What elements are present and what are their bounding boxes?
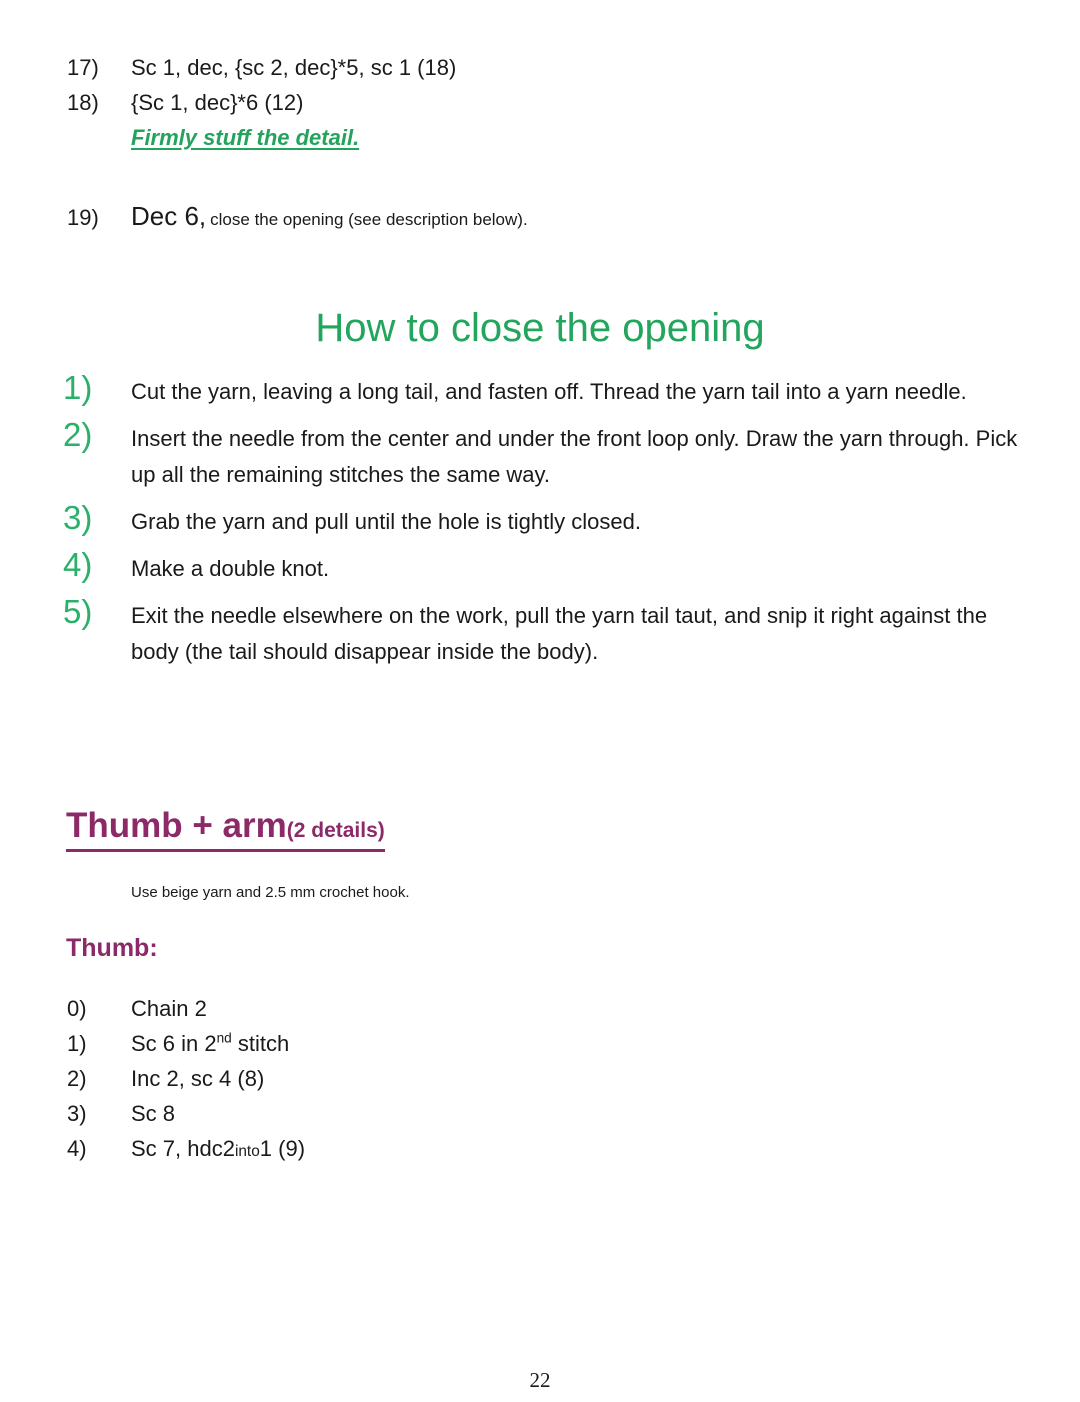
instruction-row bbox=[67, 1068, 767, 1090]
step-number: 4) bbox=[63, 546, 93, 583]
top-instruction-list bbox=[67, 57, 1017, 149]
instruction-text bbox=[131, 1138, 305, 1160]
instruction-emphasis: Dec 6, bbox=[131, 201, 207, 231]
step-text: Exit the needle elsewhere on the work, pull the yarn tail taut, and snip it right against the body (the tail should disappear inside the body). bbox=[131, 603, 988, 664]
part-heading-main: Thumb + arm bbox=[66, 806, 287, 845]
instruction-row bbox=[67, 92, 1017, 114]
closing-step bbox=[63, 546, 1018, 587]
instruction-number: 1) bbox=[67, 1031, 87, 1056]
instruction-text-after: stitch bbox=[231, 1031, 290, 1056]
step-number: 2) bbox=[63, 416, 93, 453]
instruction-text: Sc 8 bbox=[131, 1101, 176, 1126]
step-text: Cut the yarn, leaving a long tail, and fasten off. Thread the yarn tail into a yarn needle. bbox=[131, 379, 967, 404]
instruction-number: 19) bbox=[67, 205, 99, 230]
instruction-text: Inc 2, sc 4 (8) bbox=[131, 1066, 265, 1091]
instruction-number: 0) bbox=[67, 996, 87, 1021]
instruction-text: Chain 2 bbox=[131, 996, 207, 1021]
instruction-row bbox=[67, 1103, 767, 1125]
instruction-number: 18) bbox=[67, 90, 99, 115]
page-number: 22 bbox=[529, 1368, 551, 1392]
ordinal-suffix: nd bbox=[216, 1030, 232, 1046]
part-heading-sub: (2 details) bbox=[286, 819, 385, 842]
instruction-text: close the opening (see description below). bbox=[210, 210, 528, 229]
stuffing-note: Firmly stuff the detail. bbox=[131, 125, 360, 150]
instruction-number: 3) bbox=[67, 1101, 87, 1126]
instruction-text-before: Sc 7, hdc2 bbox=[131, 1136, 235, 1161]
section-heading-close-opening: How to close the opening bbox=[315, 306, 765, 350]
instruction-text bbox=[131, 1030, 290, 1056]
instruction-text: Sc 1, dec, {sc 2, dec}*5, sc 1 (18) bbox=[131, 55, 457, 80]
thumb-instruction-list bbox=[67, 998, 767, 1173]
instruction-row-19 bbox=[67, 203, 528, 230]
instruction-number: 2) bbox=[67, 1066, 87, 1091]
instruction-row-19-content bbox=[131, 203, 528, 230]
step-number: 3) bbox=[63, 499, 93, 536]
closing-step bbox=[63, 369, 1018, 410]
step-number: 5) bbox=[63, 593, 93, 630]
instruction-number: 17) bbox=[67, 55, 99, 80]
step-text: Grab the yarn and pull until the hole is tightly closed. bbox=[131, 509, 641, 534]
instruction-number: 4) bbox=[67, 1136, 87, 1161]
closing-step bbox=[63, 499, 1018, 540]
sub-heading-thumb: Thumb: bbox=[66, 934, 158, 962]
step-text: Insert the needle from the center and under the front loop only. Draw the yarn through. Pick up all the remaining stitches the same way. bbox=[131, 426, 1018, 487]
closing-step bbox=[63, 593, 1018, 670]
instruction-text-before: Sc 6 in 2 bbox=[131, 1031, 217, 1056]
closing-step bbox=[63, 416, 1018, 493]
stitch-modifier: into bbox=[234, 1143, 260, 1160]
step-text: Make a double knot. bbox=[131, 556, 330, 581]
instruction-row bbox=[67, 1138, 767, 1160]
instruction-text-after: 1 (9) bbox=[259, 1136, 306, 1161]
closing-steps-list bbox=[63, 369, 1018, 679]
instruction-row bbox=[67, 998, 767, 1020]
step-number: 1) bbox=[63, 369, 93, 406]
instruction-row bbox=[67, 57, 1017, 79]
instruction-text: {Sc 1, dec}*6 (12) bbox=[131, 90, 304, 115]
instruction-row bbox=[67, 1030, 767, 1056]
materials-note: Use beige yarn and 2.5 mm crochet hook. bbox=[131, 884, 410, 901]
part-heading-thumb-arm bbox=[66, 808, 385, 852]
